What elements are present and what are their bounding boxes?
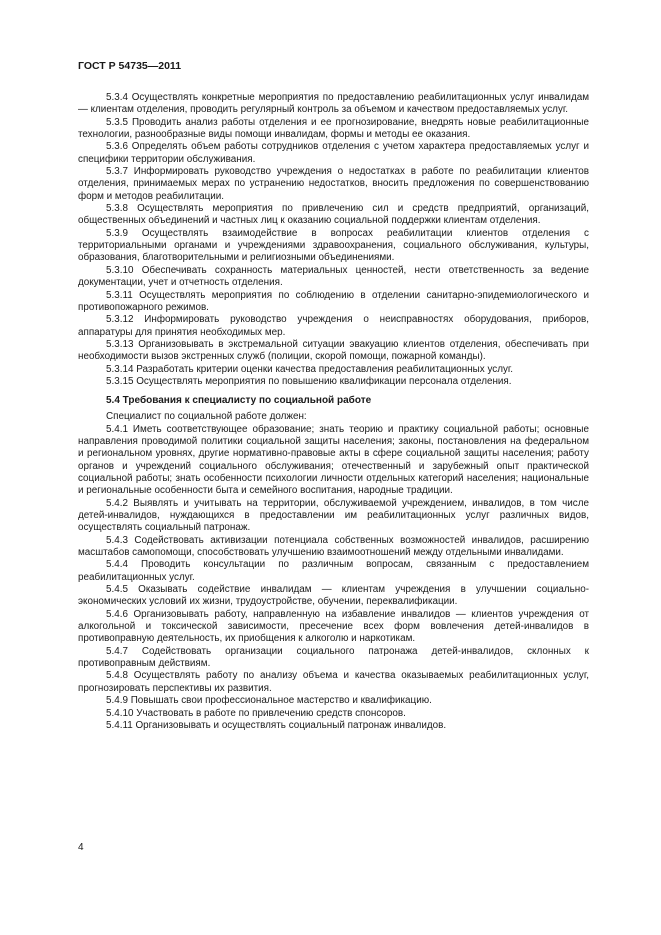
paragraph: 5.3.8 Осуществлять мероприятия по привлечению сил и средств предприятий, организаций, общественных объединений и частных лиц к оказанию социальной поддержки клиентам отделения. (78, 203, 589, 227)
paragraph: 5.3.14 Разработать критерии оценки качества предоставления реабилитационных услуг. (106, 363, 514, 375)
paragraph: 5.3.13 Организовывать в экстремальной ситуации эвакуацию клиентов отделения, обеспечивать при необходимости вызов экстренных служб (полиции, скорой помощи, пожарной команды). (78, 338, 589, 363)
paragraph: 5.3.4 Осуществлять конкретные мероприятия по предоставлению реабилитационных услуг инвалидам — клиентам отделения, проводить регулярный контроль за объемом и качеством предоставляемых услуг. (78, 92, 589, 116)
paragraph: 5.4.1 Иметь соответствующее образование; знать теорию и практику социальной работы; основные направления проводимой политики социальной защиты населения; законы, постановления на федеральном и региональном уровнях, другие нормативно-правовые акты в сфере социальной защиты населения; работу органов и учреждений социального обслуживания; отечественный и зарубежный опыт практической социальной работы; знать особенности психологии личности отдельных категорий населения; национальные и региональные особенности быта и семейного воспитания, народные традиции. (78, 423, 589, 497)
paragraph: 5.3.5 Проводить анализ работы отделения и ее прогнозирование, внедрять новые реабилитационные технологии, разнообразные виды помощи инвалидам, формы и методы ее оказания. (78, 116, 589, 141)
paragraph: 5.4.3 Содействовать активизации потенциала собственных возможностей инвалидов, расширению масштабов самопомощи, способствовать улучшению взаимоотношений между отдельными инвалидами. (78, 534, 589, 559)
section-heading: 5.4 Требования к специалисту по социальной работе (106, 395, 372, 407)
paragraph: 5.4.10 Участвовать в работе по привлечению средств спонсоров. (106, 707, 406, 719)
paragraph: 5.3.9 Осуществлять взаимодействие в вопросах реабилитации клиентов отделения с территориальными органами и учреждениями здравоохранения, социального обслуживания, культуры, образования, благотворительными и религиозными объединениями. (78, 227, 589, 264)
paragraph: 5.4.4 Проводить консультации по различным вопросам, связанным с предоставлением реабилитационных услуг. (78, 559, 589, 583)
paragraph: 5.3.11 Осуществлять мероприятия по соблюдению в отделении санитарно-эпидемиологического и противопожарного режимов. (78, 289, 589, 313)
page-number: 4 (78, 842, 84, 853)
paragraph: 5.4.7 Содействовать организации социального патронажа детей-инвалидов, склонных к противоправным действиям. (78, 645, 589, 670)
paragraph: 5.3.6 Определять объем работы сотрудников отделения с учетом характера предоставляемых услуг и специфики территории обслуживания. (78, 141, 589, 165)
document-header: ГОСТ Р 54735—2011 (78, 60, 182, 72)
paragraph: 5.4.8 Осуществлять работу по анализу объема и качества оказываемых реабилитационных услуг, прогнозировать перспективы их развития. (78, 670, 589, 694)
document-body (78, 92, 589, 732)
paragraph: 5.3.12 Информировать руководство учреждения о неисправностях оборудования, приборов, аппаратуры для принятия необходимых мер. (78, 314, 589, 338)
paragraph: 5.3.10 Обеспечивать сохранность материальных ценностей, нести ответственность за ведение документации, учет и отчетность отделения. (78, 264, 589, 289)
paragraph: Специалист по социальной работе должен: (106, 411, 307, 423)
paragraph: 5.3.15 Осуществлять мероприятия по повышению квалификации персонала отделения. (106, 375, 512, 387)
paragraph: 5.4.9 Повышать свои профессиональное мастерство и квалификацию. (106, 695, 432, 707)
paragraph: 5.4.2 Выявлять и учитывать на территории, обслуживаемой учреждением, инвалидов, в том числе детей-инвалидов, нуждающихся в предоставлении им реабилитационных услуг различных видов, осуществлять социальный патронаж. (78, 497, 589, 534)
paragraph: 5.4.11 Организовывать и осуществлять социальный патронаж инвалидов. (106, 719, 447, 731)
paragraph: 5.4.5 Оказывать содействие инвалидам — клиентам учреждения в улучшении социально-экономических условий их жизни, трудоустройстве, обучении, переквалификации. (78, 584, 589, 608)
paragraph: 5.3.7 Информировать руководство учреждения о недостатках в работе по реабилитации клиентов отделения, принимаемых мерах по устранению недостатков, вносить предложения по совершенствованию форм и методов реабилитации. (78, 166, 589, 202)
paragraph: 5.4.6 Организовывать работу, направленную на избавление инвалидов — клиентов учреждения от алкогольной и токсической зависимости, пресечение всех форм вовлечения детей-инвалидов в противоправную деятельность, их приобщения к алкоголю и наркотикам. (78, 608, 589, 645)
